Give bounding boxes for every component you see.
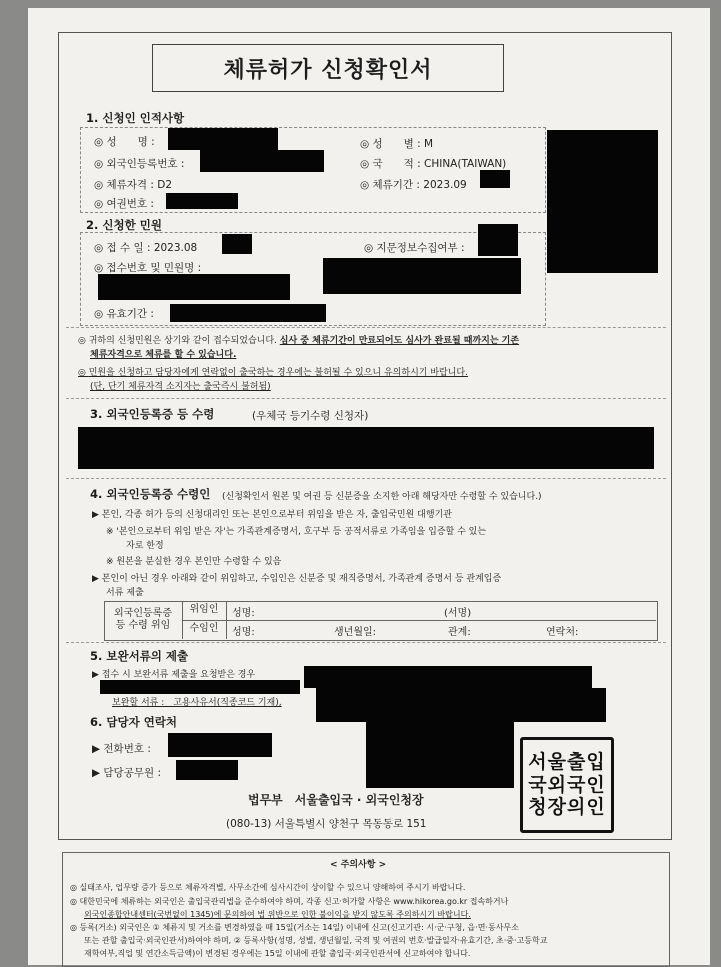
note-line-3: ◎ 민원을 신청하고 담당자에게 연락없이 출국하는 경우에는 불허될 수 있으니 유의하시기 바랍니다. — [78, 368, 468, 378]
section3-sub: (우체국 등기수령 신청자) — [252, 410, 369, 422]
redaction — [200, 150, 324, 172]
table-header: 외국인등록증 등 수령 위임 — [104, 601, 183, 639]
section3-heading: 3. 외국인등록증 등 수령 — [90, 407, 215, 421]
redaction — [168, 128, 278, 150]
redaction — [100, 680, 300, 694]
notice-heading: < 주의사항 > — [330, 860, 387, 870]
table-row-line — [182, 620, 656, 621]
section5-heading: 5. 보완서류의 제출 — [90, 649, 189, 663]
s4-bullet-1: ▶ 본인, 각종 허가 등의 신청대리인 또는 본인으로부터 위임을 받은 자, 출입국민원 대행기관 — [92, 510, 452, 520]
divider — [66, 327, 666, 328]
reg-label: ◎ 외국인등록번호 : — [94, 158, 185, 170]
passport-label: ◎ 여권번호 : — [94, 198, 154, 210]
period-label: ◎ 체류기간 : 2023.09 — [360, 179, 467, 191]
notice-line-5: 또는 관할 출입국·외국인관서)하여야 하며, ② 등록사항(성명, 성별, 생년월일, 국적 및 여권의 번호·발급일자·유효기간, 초·중·고등학교 — [84, 936, 548, 945]
section2-heading: 2. 신청한 민원 — [86, 218, 162, 232]
notice-line-2: ◎ 대한민국에 체류하는 외국인은 출입국관리법을 준수하여야 하며, 각종 신고·허가할 사항은 www.hikorea.go.kr 접속하거나 — [70, 897, 509, 906]
delegatee-relation[interactable]: 관계: — [448, 627, 471, 638]
phone-label: ▶ 전화번호 : — [92, 743, 151, 755]
redaction — [304, 666, 592, 688]
divider — [66, 642, 666, 643]
redaction — [316, 688, 606, 722]
delegatee-birth[interactable]: 생년월일: — [334, 627, 377, 638]
name-label: ◎ 성 명 : — [94, 136, 155, 148]
photo-redaction — [547, 130, 658, 273]
official-seal: 서울출입 국외국인 청장의인 — [520, 737, 614, 833]
office-address: (080-13) 서울특별시 양천구 목동동로 151 — [226, 818, 427, 830]
s4-note-3: ※ 원본을 분실한 경우 본인만 수령할 수 있음 — [106, 557, 282, 567]
notice-line-3: 외국인종합안내센터(국번없이 1345)에 문의하여 법 위반으로 인한 불이익을 받지 않도록 주의하시기 바랍니다. — [84, 910, 471, 919]
divider — [66, 398, 666, 399]
redaction — [478, 224, 518, 256]
section4-sub: (신청확인서 원본 및 여권 등 신분증을 소지한 아래 해당자만 수령할 수 있습니다.) — [222, 492, 542, 502]
delegator-label: 위임인 — [182, 601, 227, 620]
redaction — [98, 274, 290, 300]
section1-heading: 1. 신청인 인적사항 — [86, 111, 185, 125]
divider — [66, 478, 666, 479]
s5-bullet: ▶ 접수 시 보완서류 제출을 요청받은 경우 — [92, 670, 256, 680]
issuing-office: 법무부 서울출입국 · 외국인청장 — [248, 793, 424, 807]
redaction — [222, 234, 252, 254]
s5-docs: 보완할 서류 : 고용사유서(직종코드 기재), — [112, 698, 282, 708]
delegator-name[interactable]: 성명: — [232, 608, 255, 619]
note-line-1: ◎ 귀하의 신청민원은 상기와 같이 접수되었습니다. 심사 중 체류기간이 만료되어도 심사가 완료될 때까지는 기존 — [78, 336, 520, 346]
redaction — [78, 427, 654, 469]
s4-note-2: 자로 한정 — [126, 541, 164, 551]
redaction — [366, 722, 514, 788]
section4-heading: 4. 외국인등록증 수령인 — [90, 487, 211, 501]
s4-note-1: ※ '본인으로부터 위임 받은 자'는 가족관계증명서, 호구부 등 공적서류로 가족임을 입증할 수 있는 — [106, 527, 487, 537]
status-label: ◎ 체류자격 : D2 — [94, 179, 173, 191]
redaction — [168, 733, 272, 757]
delegatee-name[interactable]: 성명: — [232, 627, 255, 638]
delegator-sign[interactable]: (서명) — [444, 608, 472, 619]
notice-line-4: ◎ 등록(거소) 외국인은 ① 체류지 및 거소를 변경하였을 때 15일(거소는 14일) 이내에 신고(신고기관: 시·군·구청, 읍·면·동사무소 — [70, 923, 519, 932]
redaction — [480, 170, 510, 188]
note-line-2: 체류자격으로 체류를 할 수 있습니다. — [90, 350, 237, 360]
receipt-no-label: ◎ 접수번호 및 민원명 : — [94, 262, 202, 274]
document-title — [152, 44, 504, 92]
validity-label: ◎ 유효기간 : — [94, 308, 154, 320]
notice-line-1: ◎ 실태조사, 업무량 증가 등으로 체류자격별, 사무소간에 심사시간이 상이할 수 있으니 양해하여 주시기 바랍니다. — [70, 883, 466, 892]
section6-heading: 6. 담당자 연락처 — [90, 715, 178, 729]
received-date-label: ◎ 접 수 일 : 2023.08 — [94, 242, 198, 254]
nationality-label: ◎ 국 적 : CHINA(TAIWAN) — [360, 158, 507, 170]
title-text: 체류허가 신청확인서 — [223, 57, 433, 83]
delegatee-label: 수임인 — [182, 620, 227, 639]
redaction — [166, 193, 238, 209]
s4-bullet-2b: 서류 제출 — [106, 588, 144, 598]
sex-label: ◎ 성 별 : M — [360, 138, 434, 150]
redaction — [323, 258, 521, 294]
s4-bullet-2: ▶ 본인이 아닌 경우 아래와 같이 위임하고, 수임인은 신분증 및 재직증명서, 가족관계 증명서 등 관계입증 — [92, 574, 502, 584]
officer-label: ▶ 담당공무원 : — [92, 767, 162, 779]
delegatee-contact[interactable]: 연락처: — [546, 627, 579, 638]
fingerprint-label: ◎ 지문정보수집여부 : — [364, 242, 465, 254]
note-line-4: (단, 단기 체류자격 소지자는 출국즉시 불허됨) — [90, 382, 271, 392]
redaction — [176, 760, 238, 780]
notice-line-6: 재학여부,직업 및 연간소득금액)이 변경된 경우에는 15일 이내에 관할 출입국·외국인관서에 신고하여야 합니다. — [84, 949, 471, 958]
redaction — [170, 304, 326, 322]
